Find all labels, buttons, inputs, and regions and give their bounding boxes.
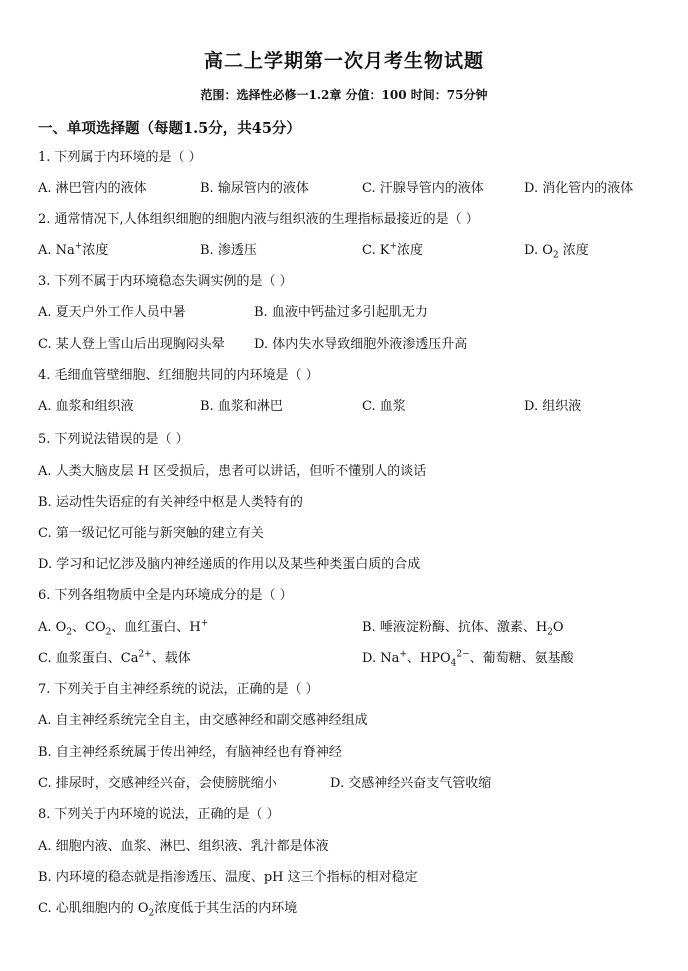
question-6-stem: 6. 下列各组物质中全是内环境成分的是（ ） [38, 588, 293, 603]
question-1-option-b: B. 输尿管内的液体 [200, 181, 309, 196]
question-2-stem: 2. 通常情况下,人体组织细胞的细胞内液与组织液的生理指标最接近的是（ ） [38, 212, 479, 227]
question-2-option-c: C. K+浓度 [362, 241, 424, 258]
question-6-option-d: D. Na+、$HPO_4^{2-}$、葡萄糖、氨基酸 [362, 649, 574, 669]
question-4-option-a: A. 血浆和组织液 [38, 399, 134, 414]
question-7-option-b: B. 自主神经系统属于传出神经，有脑神经也有脊神经 [38, 745, 342, 760]
question-5-stem: 5. 下列说法错误的是（ ） [38, 432, 189, 447]
question-5-option-d: D. 学习和记忆涉及脑内神经递质的作用以及某些种类蛋白质的合成 [38, 557, 421, 572]
question-2-option-b: B. 渗透压 [200, 243, 257, 258]
question-4-option-b: B. 血浆和淋巴 [200, 399, 283, 414]
question-1-stem: 1. 下列属于内环境的是（ ） [38, 150, 202, 165]
question-1-option-d: D. 消化管内的液体 [524, 181, 634, 196]
question-3-stem: 3. 下列不属于内环境稳态失调实例的是（ ） [38, 274, 293, 289]
question-4-stem: 4. 毛细血管壁细胞、红细胞共同的内环境是（ ） [38, 368, 319, 383]
question-2-option-d: D. $O_2$ 浓度 [524, 243, 589, 261]
question-4-option-c: C. 血浆 [362, 399, 406, 414]
question-5-option-c: C. 第一级记忆可能与新突触的建立有关 [38, 526, 264, 541]
question-1-option-a: A. 淋巴管内的液体 [38, 181, 147, 196]
question-1-option-c: C. 汗腺导管内的液体 [362, 181, 484, 196]
question-4-option-d: D. 组织液 [524, 399, 582, 414]
exam-title: 高二上学期第一次月考生物试题 [203, 50, 484, 72]
question-7-option-c: C. 排尿时，交感神经兴奋，会使膀胱缩小 [38, 776, 277, 791]
question-7-stem: 7. 下列关于自主神经系统的说法，正确的是（ ） [38, 682, 319, 697]
question-5-option-a: A. 人类大脑皮层 H 区受损后，患者可以讲话，但听不懂别人的谈话 [38, 464, 427, 479]
question-3-option-d: D. 体内失水导致细胞外液渗透压升高 [254, 337, 468, 352]
question-8-option-c: C. 心肌细胞内的 $O_2$浓度低于其生活的内环境 [38, 901, 298, 919]
exam-subtitle: 范围：选择性必修一1.2章 分值：100 时间：75分钟 [200, 88, 488, 102]
question-8-option-b: B. 内环境的稳态就是指渗透压、温度、pH 这三个指标的相对稳定 [38, 870, 418, 885]
section-heading: 一、单项选择题（每题1.5分，共45分） [38, 120, 301, 137]
question-6-option-c: C. 血浆蛋白、$Ca^{2+}$、载体 [38, 649, 191, 666]
question-3-option-a: A. 夏天户外工作人员中暑 [38, 305, 186, 320]
question-3-option-b: B. 血液中钙盐过多引起肌无力 [254, 305, 428, 320]
question-5-option-b: B. 运动性失语症的有关神经中枢是人类特有的 [38, 495, 303, 510]
question-2-option-a: A. Na+浓度 [38, 241, 109, 258]
question-6-option-a: A. $O_2$、$CO_2$、血红蛋白、H+ [38, 618, 209, 638]
question-8-option-a: A. 细胞内液、血浆、淋巴、组织液、乳汁都是体液 [38, 839, 329, 854]
question-6-option-b: B. 唾液淀粉酶、抗体、激素、$H_2O$ [362, 620, 564, 638]
question-7-option-a: A. 自主神经系统完全自主，由交感神经和副交感神经组成 [38, 713, 368, 728]
question-8-stem: 8. 下列关于内环境的说法，正确的是（ ） [38, 807, 280, 822]
question-7-option-d: D. 交感神经兴奋支气管收缩 [330, 776, 492, 791]
question-3-option-c: C. 某人登上雪山后出现胸闷头晕 [38, 337, 225, 352]
